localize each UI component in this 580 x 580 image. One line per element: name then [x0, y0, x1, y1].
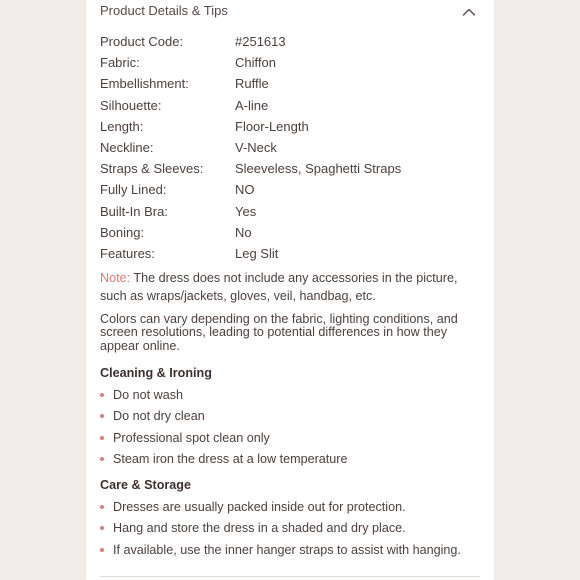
detail-label: Fabric: [100, 55, 140, 71]
accordion-title: Product Details & Tips [100, 3, 228, 18]
list-item: Do not dry clean [100, 410, 472, 424]
detail-value: Ruffle [235, 76, 269, 92]
cleaning-list [100, 389, 472, 466]
bullet-icon [100, 505, 104, 509]
list-item: Professional spot clean only [100, 432, 472, 446]
color-disclaimer: Colors can vary depending on the fabric, lighting conditions, and screen resolutions, leading to potential differences in how they appear online. [100, 312, 458, 353]
detail-row [100, 97, 480, 118]
details-list [100, 33, 480, 266]
bullet-icon [100, 548, 104, 552]
detail-label: Product Code: [100, 34, 184, 49]
detail-value: NO [235, 182, 255, 198]
detail-label: Built-In Bra: [100, 203, 168, 219]
detail-label: Boning: [100, 224, 145, 240]
detail-value: Sleeveless, Spaghetti Straps [235, 161, 402, 177]
detail-label: Features: [100, 245, 155, 261]
accessories-note [100, 269, 470, 305]
bullet-icon [100, 436, 104, 440]
list-item: Do not wash [100, 389, 472, 403]
divider [100, 576, 480, 577]
detail-value: A-line [235, 97, 269, 113]
accordion-header[interactable] [100, 3, 480, 19]
care-list [100, 501, 472, 557]
product-details-panel [86, 0, 494, 580]
detail-row [100, 54, 480, 75]
chevron-up-icon[interactable] [462, 5, 476, 17]
detail-row [100, 75, 480, 96]
list-item: If available, use the inner hanger straps to assist with hanging. [100, 544, 472, 558]
detail-label: Embellishment: [100, 76, 189, 92]
detail-label: Fully Lined: [100, 182, 167, 198]
note-label: Note: [100, 271, 131, 285]
detail-label: Length: [100, 118, 144, 134]
detail-row [100, 203, 480, 224]
detail-row [100, 118, 480, 139]
detail-value: Chiffon [235, 55, 276, 71]
detail-row [100, 139, 480, 160]
detail-row [100, 160, 480, 181]
bullet-icon [100, 457, 104, 461]
detail-value: Floor-Length [235, 118, 309, 134]
detail-row [100, 33, 480, 54]
detail-row [100, 224, 480, 245]
detail-value: #251613 [235, 34, 286, 49]
list-item: Hang and store the dress in a shaded and dry place. [100, 522, 472, 536]
detail-row [100, 245, 480, 266]
detail-label: Silhouette: [100, 97, 162, 113]
bullet-icon [100, 526, 104, 530]
list-item: Steam iron the dress at a low temperature [100, 453, 472, 467]
detail-label: Straps & Sleeves: [100, 161, 204, 177]
bullet-icon [100, 414, 104, 418]
detail-value: Leg Slit [235, 245, 279, 261]
care-heading: Care & Storage [100, 478, 191, 492]
detail-label: Neckline: [100, 139, 154, 155]
detail-row [100, 181, 480, 202]
detail-value: No [235, 224, 252, 240]
cleaning-heading: Cleaning & Ironing [100, 366, 212, 380]
detail-value: V-Neck [235, 139, 277, 155]
bullet-icon [100, 393, 104, 397]
detail-value: Yes [235, 203, 257, 219]
list-item: Dresses are usually packed inside out for protection. [100, 501, 472, 515]
note-text: The dress does not include any accessories in the picture, such as wraps/jackets, gloves, veil, handbag, etc. [100, 271, 458, 303]
